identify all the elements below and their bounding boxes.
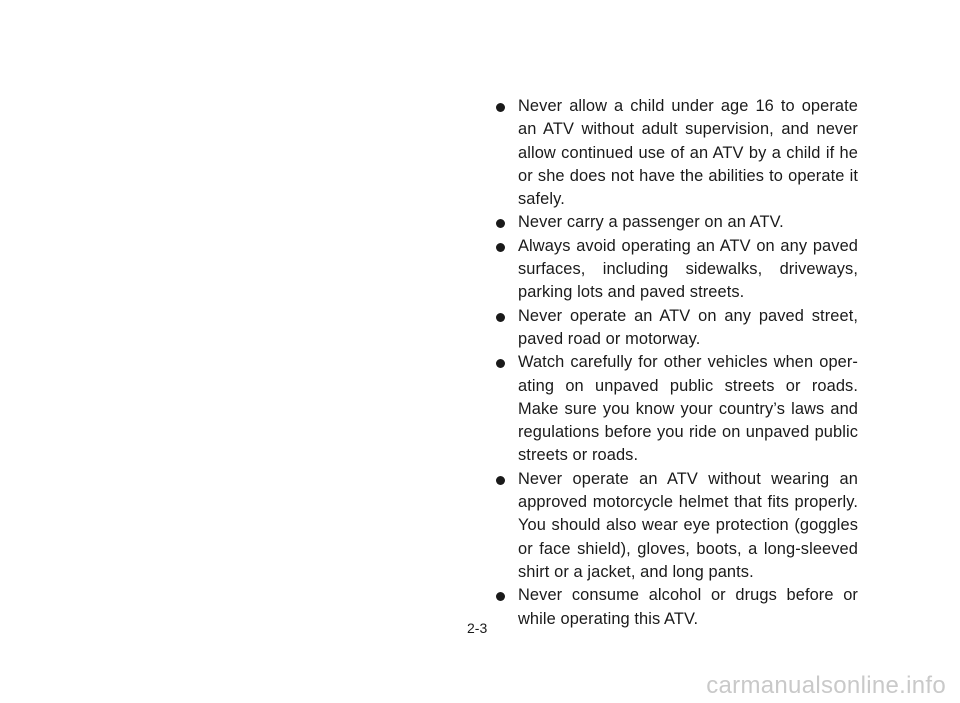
list-item — [496, 95, 858, 211]
bullet-dot-icon — [496, 219, 505, 228]
bullet-dot-icon — [496, 592, 505, 601]
list-item — [496, 235, 858, 305]
list-item — [496, 211, 858, 234]
bullet-text: Never allow a child under age 16 to operate an ATV without adult supervision, and never allow continued use of an ATV by a child if he or she does not have the abilities to operate it safely. — [518, 97, 858, 209]
bullet-text: Always avoid operating an ATV on any paved surfaces, including sidewalks, driveways, parking lots and paved streets. — [518, 236, 858, 302]
bullet-dot-icon — [496, 359, 505, 368]
page-number: 2-3 — [467, 620, 488, 636]
bullet-dot-icon — [496, 243, 505, 252]
bullet-dot-icon — [496, 103, 505, 112]
list-item — [496, 584, 858, 631]
bullet-dot-icon — [496, 313, 505, 322]
bullet-text: Never consume alcohol or drugs before or while operating this ATV. — [518, 586, 858, 628]
list-item — [496, 468, 858, 584]
list-item — [496, 305, 858, 352]
list-item — [496, 351, 858, 467]
bullet-text: Never carry a passenger on an ATV. — [518, 213, 784, 232]
bullet-text: Never operate an ATV on any paved street, paved road or motorway. — [518, 306, 858, 348]
bullet-text: Never operate an ATV without wearing an approved motorcycle helmet that fits properly. You should also wear eye protection (goggles or face shield), gloves, boots, a long-sleeved shirt or a jacket, and long pants. — [518, 469, 858, 581]
safety-bullet-list — [496, 95, 858, 631]
bullet-dot-icon — [496, 476, 505, 485]
bullet-text: Watch carefully for other vehicles when oper-ating on unpaved public streets or roads. Make sure you know your country’s laws and regulations before you ride on unpaved public streets or roads. — [518, 353, 858, 465]
watermark: carmanualsonline.info — [706, 672, 946, 699]
